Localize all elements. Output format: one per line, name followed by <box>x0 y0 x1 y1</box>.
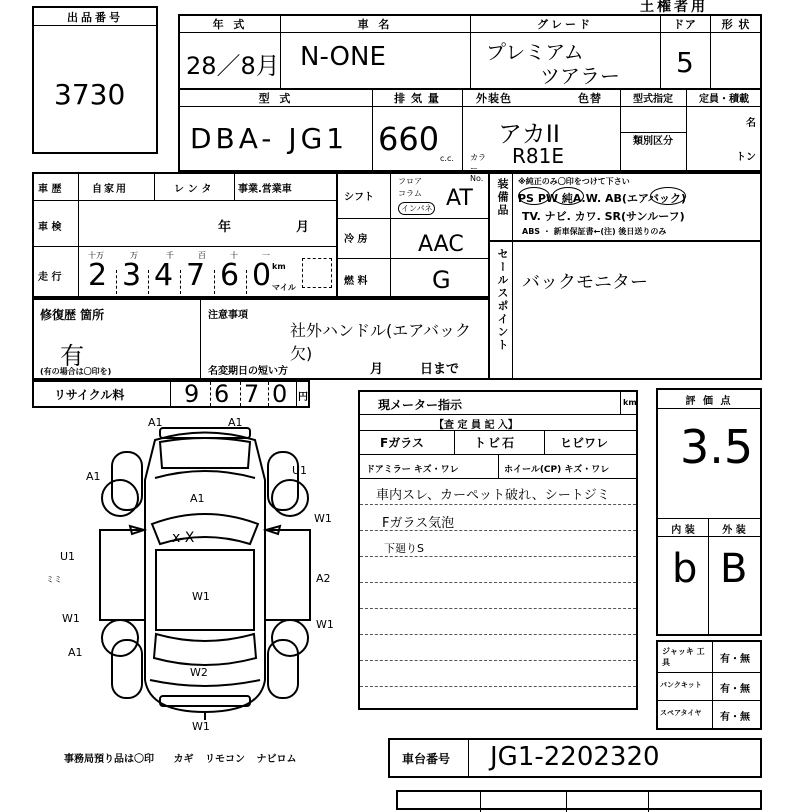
teiin-ton: トン <box>736 152 756 163</box>
sales-value: バックモニター <box>522 272 648 293</box>
iro-label: 色替 <box>578 92 602 105</box>
mileage-digit: 2 <box>88 258 108 293</box>
mark-w1: W1 <box>62 612 80 625</box>
spare-label: スペアタイヤ <box>660 709 702 717</box>
door-label: ドア <box>673 18 697 31</box>
recycle-digit: 7 <box>244 380 260 408</box>
mileage-km: km <box>272 262 286 271</box>
mileage-digit: 3 <box>122 258 142 293</box>
mileage-unit: 一 <box>262 251 270 260</box>
gaisou-value: アカII <box>498 120 560 148</box>
kata-label: 型 式 <box>258 92 294 105</box>
naisou-label: 内 装 <box>671 525 695 536</box>
jikayou: 自家用 <box>92 184 128 195</box>
spare-ari-nashi: 有・無 <box>720 712 750 723</box>
nensiki-value: 28／8月 <box>186 52 280 80</box>
equipment-line2: TV. ナビ. カワ. SR(サンルーフ) <box>522 210 685 223</box>
mileage-unit: 百 <box>198 251 206 260</box>
renta: レンタ <box>174 184 216 195</box>
chui-label: 注意事項 <box>208 310 248 321</box>
grade-value-1: プレミアム <box>486 40 584 64</box>
footer-item: リモコン <box>204 754 245 765</box>
recycle-box <box>32 380 310 408</box>
ruibetsu-label: 類別区分 <box>633 136 673 147</box>
recycle-label: リサイクル料 <box>54 388 125 402</box>
car-diagram <box>46 416 350 733</box>
equipment-line1: PS PW 純A.W. AB(エアバック) <box>518 192 687 205</box>
repair-value: 有 <box>60 342 84 370</box>
equipment-label: 装備品 <box>496 178 509 217</box>
meihen-tsuki: 月 <box>370 362 384 377</box>
grade-label: グレード <box>537 18 593 31</box>
repair-label: 修復歴 箇所 <box>40 308 105 322</box>
grade-value-2: ツアラー <box>540 64 620 88</box>
score-label: 評 価 点 <box>685 396 733 407</box>
nenryou-value: G <box>432 266 451 294</box>
color-no-label: カラーNo. <box>470 153 486 183</box>
header-table <box>178 14 762 90</box>
keijo-label: 形 状 <box>721 18 751 31</box>
bottom-box <box>396 790 762 810</box>
mark-a1: A1 <box>148 416 163 429</box>
jack-ari-nashi: 有・無 <box>720 654 750 665</box>
mark-a1: A1 <box>86 470 101 483</box>
chassis-label: 車台番号 <box>402 752 451 766</box>
mileage-mile: マイル <box>272 283 296 292</box>
gaisou-score-value: B <box>720 546 748 592</box>
shaken-nen: 年 <box>218 220 232 235</box>
score-table <box>656 388 762 636</box>
mark-w1: W1 <box>192 720 210 733</box>
footer-item: ナビロム <box>256 754 297 765</box>
lot-label: 出品番号 <box>67 11 123 24</box>
mileage-unit: 千 <box>166 251 174 260</box>
sales-label: セールスポイント <box>496 248 509 352</box>
gaisou-score-label: 外 装 <box>722 525 746 536</box>
reibou-label: 冷 房 <box>344 234 368 245</box>
shift-table <box>336 172 490 298</box>
mileage-digit: 4 <box>154 258 174 293</box>
equipment-table <box>488 172 762 242</box>
recycle-unit: 円 <box>298 392 308 403</box>
mileage-unit: 十 <box>230 251 238 260</box>
inspector-tobiishi: トビ石 <box>474 436 517 450</box>
inspector-hibiware: ヒビワレ <box>560 436 609 450</box>
mark-a1: A1 <box>190 492 205 505</box>
tools-table <box>656 640 762 730</box>
mileage-unit: 万 <box>130 251 138 260</box>
mark-a1: A1 <box>228 416 243 429</box>
mark-w1: W1 <box>314 512 332 525</box>
shamei-value: N-ONE <box>300 42 386 72</box>
mark-xx: x X <box>172 530 195 546</box>
door-value: 5 <box>676 46 694 79</box>
equipment-line3: ABS ・ 新車保証書←(注) 後日送りのみ <box>522 227 667 236</box>
haiki-label: 排 気 量 <box>394 92 440 105</box>
recycle-digit: 6 <box>214 380 230 408</box>
sales-table <box>488 240 762 380</box>
inspector-note: Fガラス気泡 <box>382 516 455 531</box>
puncture-label: パンクキット <box>660 681 702 689</box>
meihen-label: 名変期日の短い方 <box>208 366 288 377</box>
mark-a1: A1 <box>68 646 83 659</box>
inspector-fglass: Fガラス <box>380 436 424 450</box>
shift-label: シフト <box>344 192 374 203</box>
mileage-digit: 0 <box>252 258 272 293</box>
shaken-label: 車 検 <box>38 222 62 233</box>
shift-value: AT <box>446 186 473 211</box>
mark-u1: U1 <box>292 464 308 477</box>
chassis-box <box>388 738 762 778</box>
inspector-table <box>358 390 638 710</box>
mileage-row <box>84 248 284 296</box>
shareki-label: 車 歴 <box>38 184 62 195</box>
footer-note-text: 事務局預り品は〇印 <box>64 754 154 765</box>
naisou-value: b <box>672 546 698 592</box>
shamei-label: 車 名 <box>357 18 393 31</box>
shift-opt-floor: フロア <box>398 177 422 186</box>
teiin-mei: 名 <box>746 118 756 129</box>
inspector-note: 車内スレ、カーペット破れ、シートジミ <box>376 488 610 503</box>
repair-table <box>32 298 490 380</box>
sokou-label: 走 行 <box>38 272 62 283</box>
chassis-value: JG1-2202320 <box>490 742 660 772</box>
mileage-digit: 7 <box>186 258 206 293</box>
reibou-value: AAC <box>418 232 464 257</box>
recycle-digit: 9 <box>184 380 200 408</box>
haiki-value: 660 <box>378 120 440 158</box>
history-table <box>32 172 338 298</box>
mark-w2: W2 <box>190 666 208 679</box>
shaken-tsuki: 月 <box>296 220 310 235</box>
top-right-partial: 土権者用 <box>640 0 708 15</box>
gaisou-label: 外装色 <box>476 92 512 105</box>
footer-note <box>64 750 296 765</box>
katashitei-label: 型式指定 <box>633 94 673 105</box>
nenryou-label: 燃 料 <box>344 276 368 287</box>
meter-unit: km <box>623 398 637 407</box>
shift-opt-column: コラム <box>398 189 422 198</box>
mark-mimi: ミミ <box>46 575 62 584</box>
inspector-title: 【査 定 員 記 入】 <box>434 420 518 431</box>
shift-opt-inpane: インパネ <box>398 202 435 215</box>
recycle-digit: 0 <box>272 380 288 408</box>
puncture-ari-nashi: 有・無 <box>720 684 750 695</box>
meter-label: 現メーター指示 <box>378 398 463 412</box>
chui-value: 社外ハンドル(エアバック欠) <box>290 321 471 363</box>
haiki-unit: c.c. <box>440 154 454 163</box>
mark-u1: U1 <box>60 550 76 563</box>
inspector-note: 下廻りS <box>384 542 424 555</box>
equipment-note: ※純正のみ〇印をつけて下さい <box>518 177 630 186</box>
color-no-value: R81E <box>512 144 564 168</box>
jigyou: 事業.営業車 <box>238 184 292 195</box>
footer-item: カギ <box>173 754 194 765</box>
mileage-digit: 6 <box>220 258 240 293</box>
inspector-wheel: ホイール(CP) キズ・ワレ <box>504 465 610 475</box>
mark-a2: A2 <box>316 572 331 585</box>
mileage-unit: 十万 <box>88 251 104 260</box>
jack-label: ジャッキ 工 具 <box>662 647 705 667</box>
inspector-mirror: ドアミラー キズ・ワレ <box>366 465 459 475</box>
kata-value: DBA- JG1 <box>190 122 349 155</box>
mark-w1: W1 <box>316 618 334 631</box>
meihen-hi: 日まで <box>420 362 460 377</box>
mark-w1: W1 <box>192 590 210 603</box>
nensiki-label: 年 式 <box>212 18 248 31</box>
lot-box <box>32 6 158 154</box>
repair-note: (有の場合は〇印を) <box>40 367 112 376</box>
lot-number: 3730 <box>54 78 126 111</box>
teiin-label: 定員・積載 <box>699 94 749 105</box>
score-value: 3.5 <box>680 420 754 474</box>
